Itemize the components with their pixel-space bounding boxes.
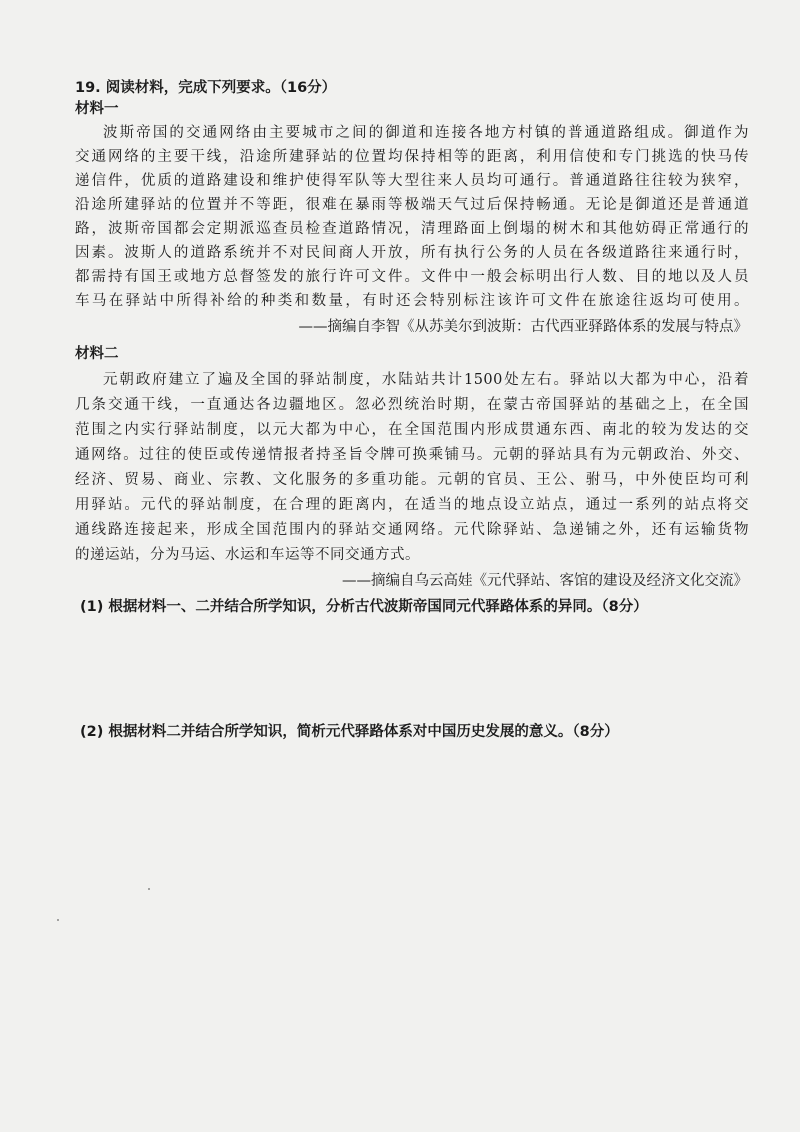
- material-one-line: 波斯帝国的交通网络由主要城市之间的御道和连接各地方村镇的普通道路组成。御道作为: [103, 125, 749, 141]
- sub-question-1: (1) 根据材料一、二并结合所学知识，分析古代波斯帝国同元代驿路体系的异同。（8分）: [80, 599, 648, 615]
- material-one-line: 车马在驿站中所得补给的种类和数量，有时还会特别标注该许可文件在旅途往返均可使用。: [75, 293, 749, 309]
- scan-speck: [148, 888, 150, 890]
- material-two-line: 经济、贸易、商业、宗教、文化服务的多重功能。元朝的官员、王公、驸马，中外使臣均可利: [75, 472, 749, 488]
- question-header: 19. 阅读材料，完成下列要求。（16分）: [75, 80, 337, 96]
- material-two-title: 材料二: [75, 346, 119, 362]
- material-two-line: 几条交通干线，一直通达各边疆地区。忽必烈统治时期，在蒙古帝国驿站的基础之上，在全国: [75, 397, 749, 413]
- material-one-line: 沿途所建驿站的位置并不等距，很难在暴雨等极端天气过后保持畅通。无论是御道还是普通道: [75, 197, 749, 213]
- material-two-line: 通线路连接起来，形成全国范围内的驿站交通网络。元代除驿站、急递铺之外，还有运输货物: [75, 522, 749, 538]
- material-one-line: 递信件，优质的道路建设和维护使得军队等大型往来人员均可通行。普通道路往往较为狭窄，: [75, 173, 749, 189]
- scan-speck: [57, 919, 59, 921]
- material-two-line: 元朝政府建立了遍及全国的驿站制度，水陆站共计1500处左右。驿站以大都为中心，沿着: [103, 372, 749, 388]
- material-one-line: 交通网络的主要干线，沿途所建驿站的位置均保持相等的距离，利用信使和专门挑选的快马传: [75, 149, 749, 165]
- material-two-line: 用驿站。元代的驿站制度，在合理的距离内，在适当的地点设立站点，通过一系列的站点将交: [75, 497, 749, 513]
- material-two-line: 范围之内实行驿站制度，以元大都为中心，在全国范围内形成贯通东西、南北的较为发达的交: [75, 422, 749, 438]
- material-one-line: 都需持有国王或地方总督签发的旅行许可文件。文件中一般会标明出行人数、目的地以及人员: [75, 269, 749, 285]
- material-two-line: 的递运站，分为马运、水运和车运等不同交通方式。: [75, 547, 420, 563]
- material-two-line: 通网络。过往的使臣或传递情报者持圣旨令牌可换乘铺马。元朝的驿站具有为元朝政治、外交、: [75, 447, 749, 463]
- material-one-line: 因素。波斯人的道路系统并不对民间商人开放，所有执行公务的人员在各级道路往来通行时，: [75, 245, 749, 261]
- material-one-source: ——摘编自李智《从苏美尔到波斯：古代西亚驿路体系的发展与特点》: [298, 319, 748, 335]
- material-two-source: ——摘编自乌云高娃《元代驿站、客馆的建设及经济文化交流》: [342, 573, 748, 589]
- sub-question-2: (2) 根据材料二并结合所学知识，简析元代驿路体系对中国历史发展的意义。（8分）: [80, 724, 619, 740]
- material-one-title: 材料一: [75, 101, 119, 117]
- material-one-line: 路，波斯帝国都会定期派巡查员检查道路情况，清理路面上倒塌的树木和其他妨碍正常通行的: [75, 221, 749, 237]
